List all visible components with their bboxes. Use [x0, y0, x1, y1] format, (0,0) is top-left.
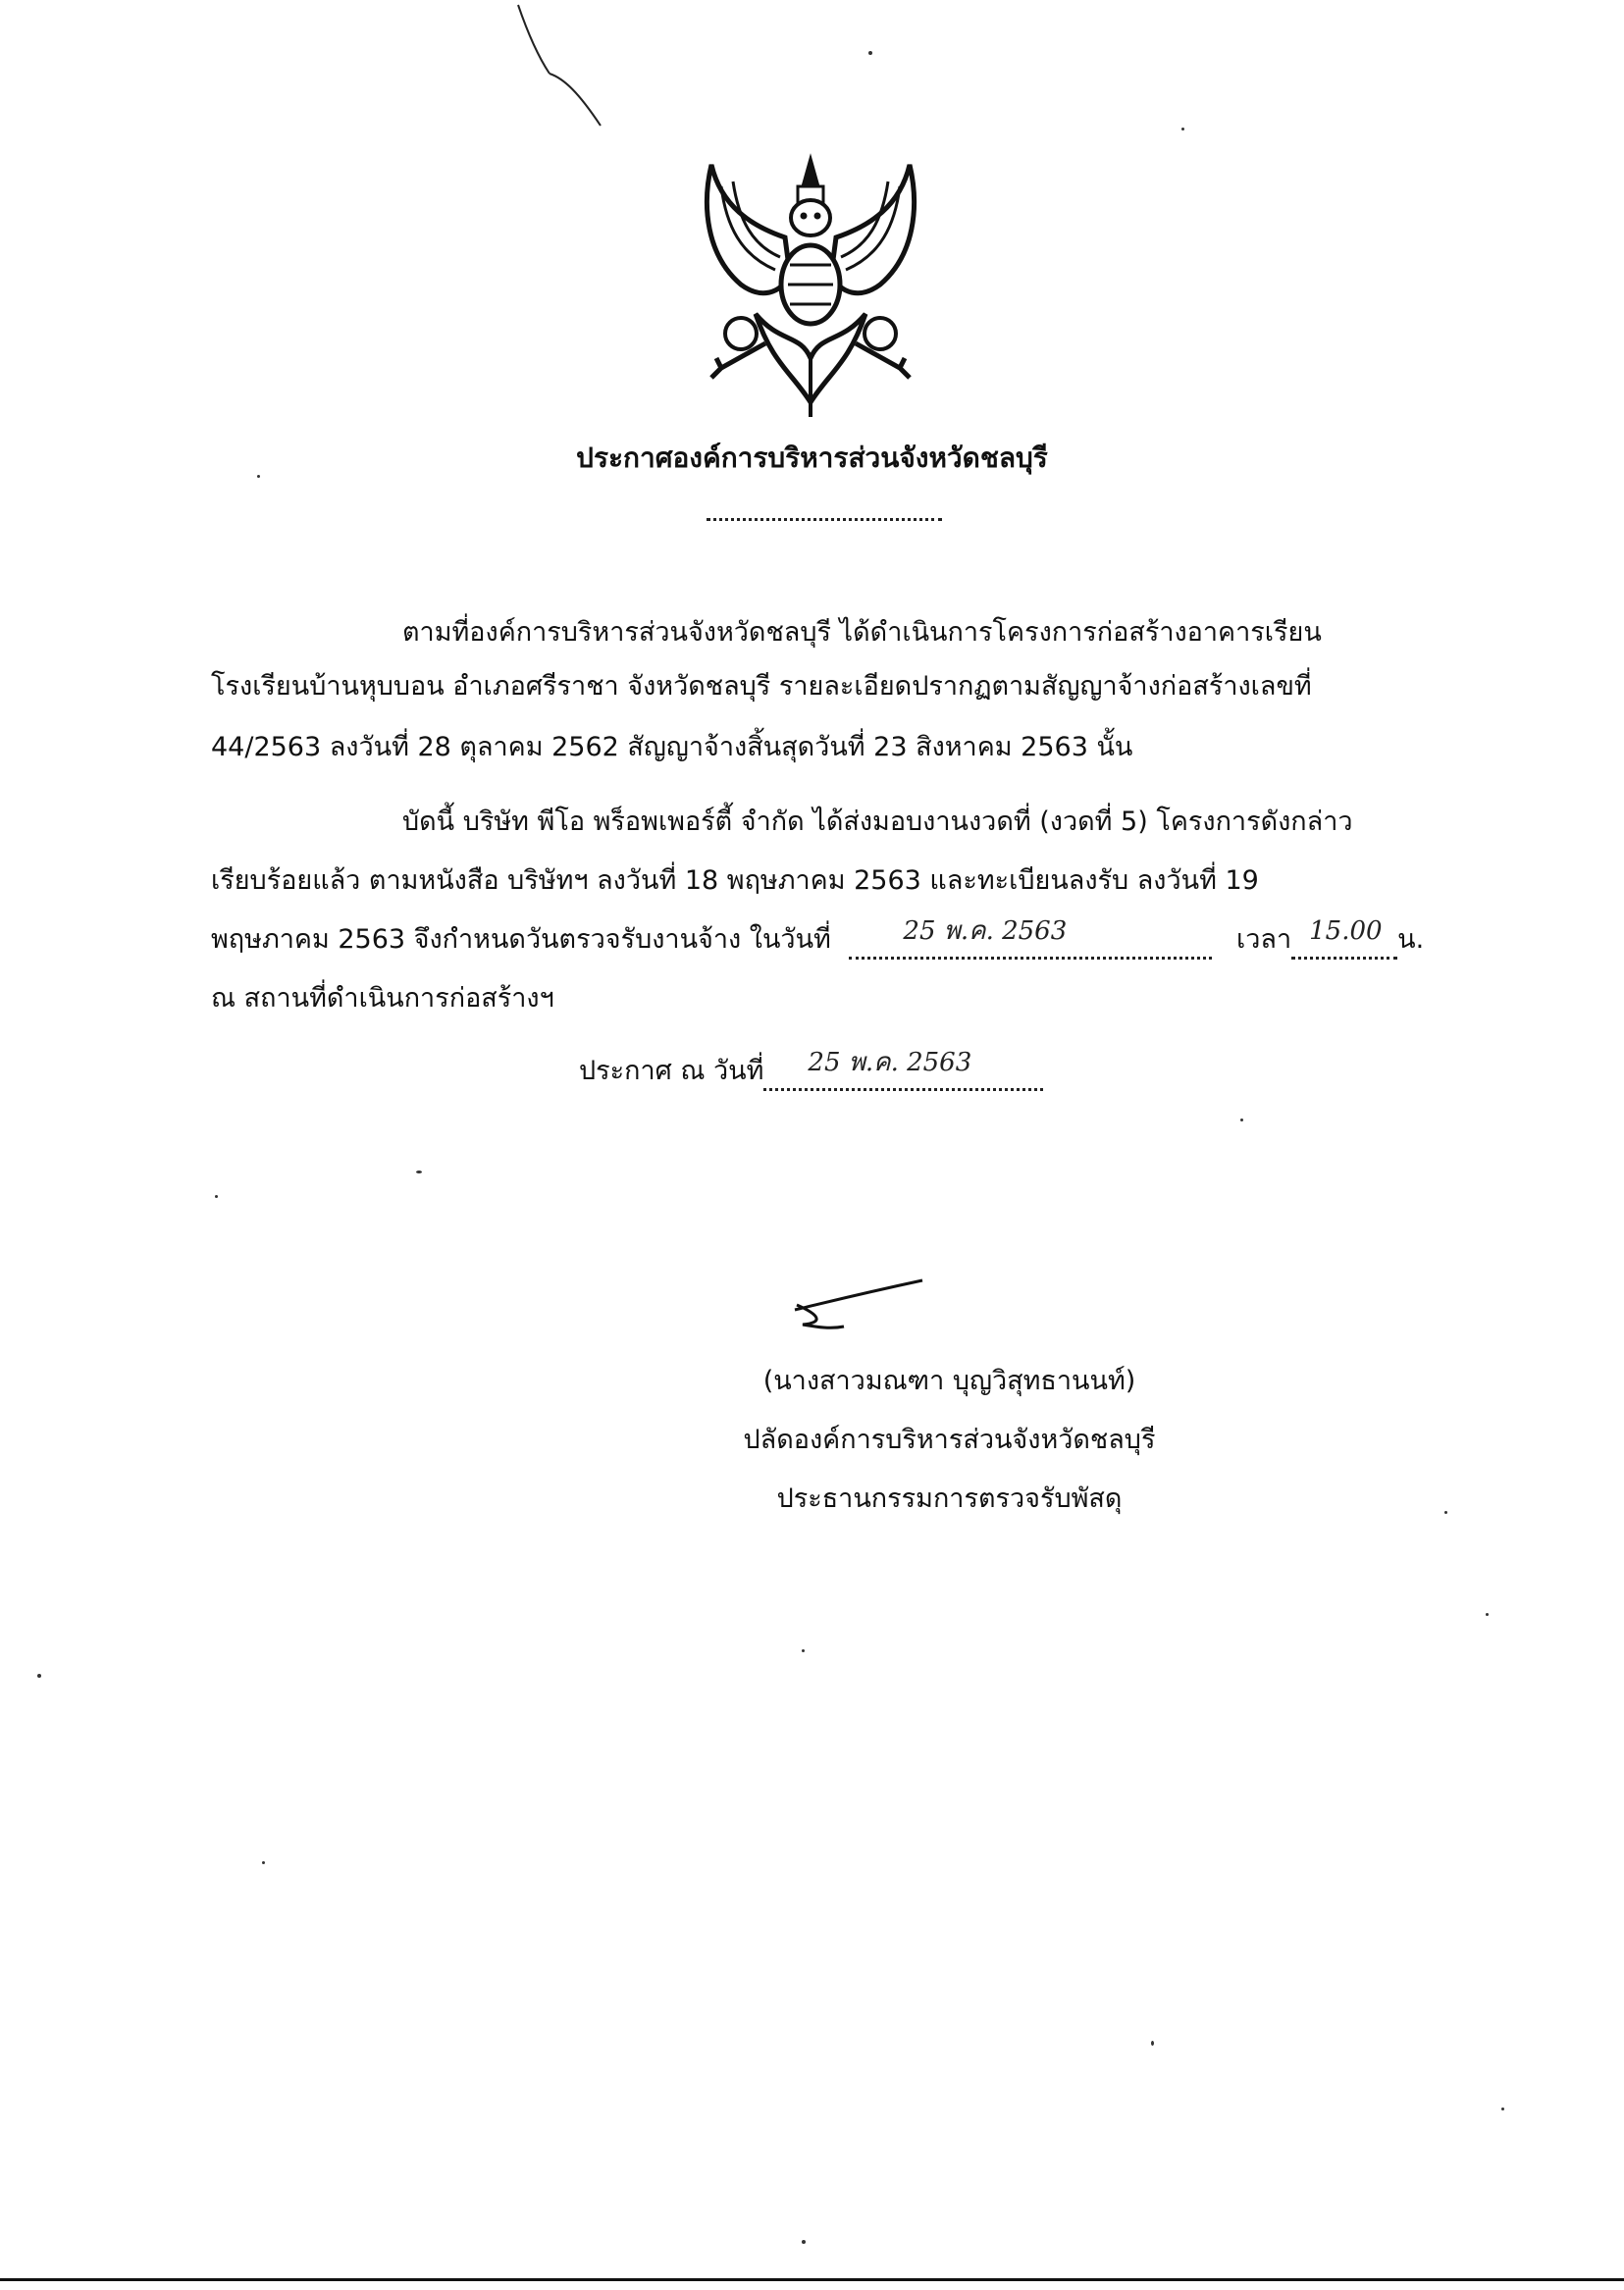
- scan-bottom-edge: [0, 2278, 1624, 2281]
- scan-speck: [1486, 1613, 1489, 1616]
- paragraph2-line1: บัดนี้ บริษัท พีโอ พร็อพเพอร์ตี้ จำกัด ได้ส่งมอบงานงวดที่ (งวดที่ 5) โครงการดังกล่าว: [402, 807, 1353, 837]
- announce-date-label: ประกาศ ณ วันที่: [579, 1056, 764, 1086]
- inspection-time-handwritten: 15.00: [1309, 916, 1383, 946]
- paragraph1-line3: 44/2563 ลงวันที่ 28 ตุลาคม 2562 สัญญาจ้างสิ้นสุดวันที่ 23 สิงหาคม 2563 นั้น: [211, 732, 1133, 762]
- signatory-role: ประธานกรรมการตรวจรับพัสดุ: [776, 1483, 1123, 1514]
- signatory-position: ปลัดองค์การบริหารส่วนจังหวัดชลบุรี: [743, 1425, 1156, 1455]
- inspection-time-field: [1291, 916, 1397, 960]
- announce-date-field: [763, 1048, 1043, 1091]
- signatory-name: (นางสาวมณฑา บุญวิสุทธานนท์): [762, 1366, 1136, 1396]
- paragraph2-line2: เรียบร้อยแล้ว ตามหนังสือ บริษัทฯ ลงวันที่ 18 พฤษภาคม 2563 และทะเบียนลงรับ ลงวันที่ 19: [211, 865, 1259, 896]
- inspection-date-label: พฤษภาคม 2563 จึงกำหนดวันตรวจรับงานจ้าง ในวันที่: [211, 924, 831, 955]
- scan-speck: [215, 1195, 218, 1198]
- scan-speck: [1151, 2041, 1154, 2046]
- paragraph2-line4: ณ สถานที่ดำเนินการก่อสร้างฯ: [211, 983, 554, 1014]
- scan-speck: [1444, 1511, 1447, 1514]
- time-label: เวลา: [1236, 924, 1292, 955]
- announce-date-handwritten: 25 พ.ค. 2563: [808, 1048, 972, 1077]
- inspection-date-handwritten: 25 พ.ค. 2563: [903, 916, 1068, 946]
- scan-speck: [802, 1649, 805, 1652]
- signature-mark: [785, 1275, 932, 1334]
- paragraph1-line2: โรงเรียนบ้านหุบบอน อำเภอศรีราชา จังหวัดชลบุรี รายละเอียดปรากฏตามสัญญาจ้างก่อสร้างเลขที่: [211, 671, 1312, 702]
- scan-scratch-mark: [510, 0, 618, 137]
- paragraph1-line1: ตามที่องค์การบริหารส่วนจังหวัดชลบุรี ได้ดำเนินการโครงการก่อสร้างอาคารเรียน: [402, 617, 1322, 648]
- title-dotted-rule: [707, 518, 942, 521]
- time-suffix: น.: [1397, 924, 1425, 955]
- scan-speck: [1181, 128, 1184, 130]
- scan-speck: [1240, 1119, 1243, 1121]
- scan-speck: [1501, 2108, 1504, 2110]
- scan-speck: [262, 1861, 265, 1864]
- scan-speck: [868, 51, 872, 55]
- scan-speck: [802, 2240, 806, 2244]
- inspection-date-field: [849, 916, 1212, 960]
- scan-speck: [257, 475, 260, 478]
- paragraph2-line3: [211, 916, 1425, 960]
- announce-line: [579, 1048, 1043, 1091]
- document-title: ประกาศองค์การบริหารส่วนจังหวัดชลบุรี: [576, 442, 1048, 474]
- scan-speck: [416, 1171, 422, 1173]
- scan-speck: [37, 1674, 41, 1678]
- garuda-emblem-icon: [682, 147, 939, 427]
